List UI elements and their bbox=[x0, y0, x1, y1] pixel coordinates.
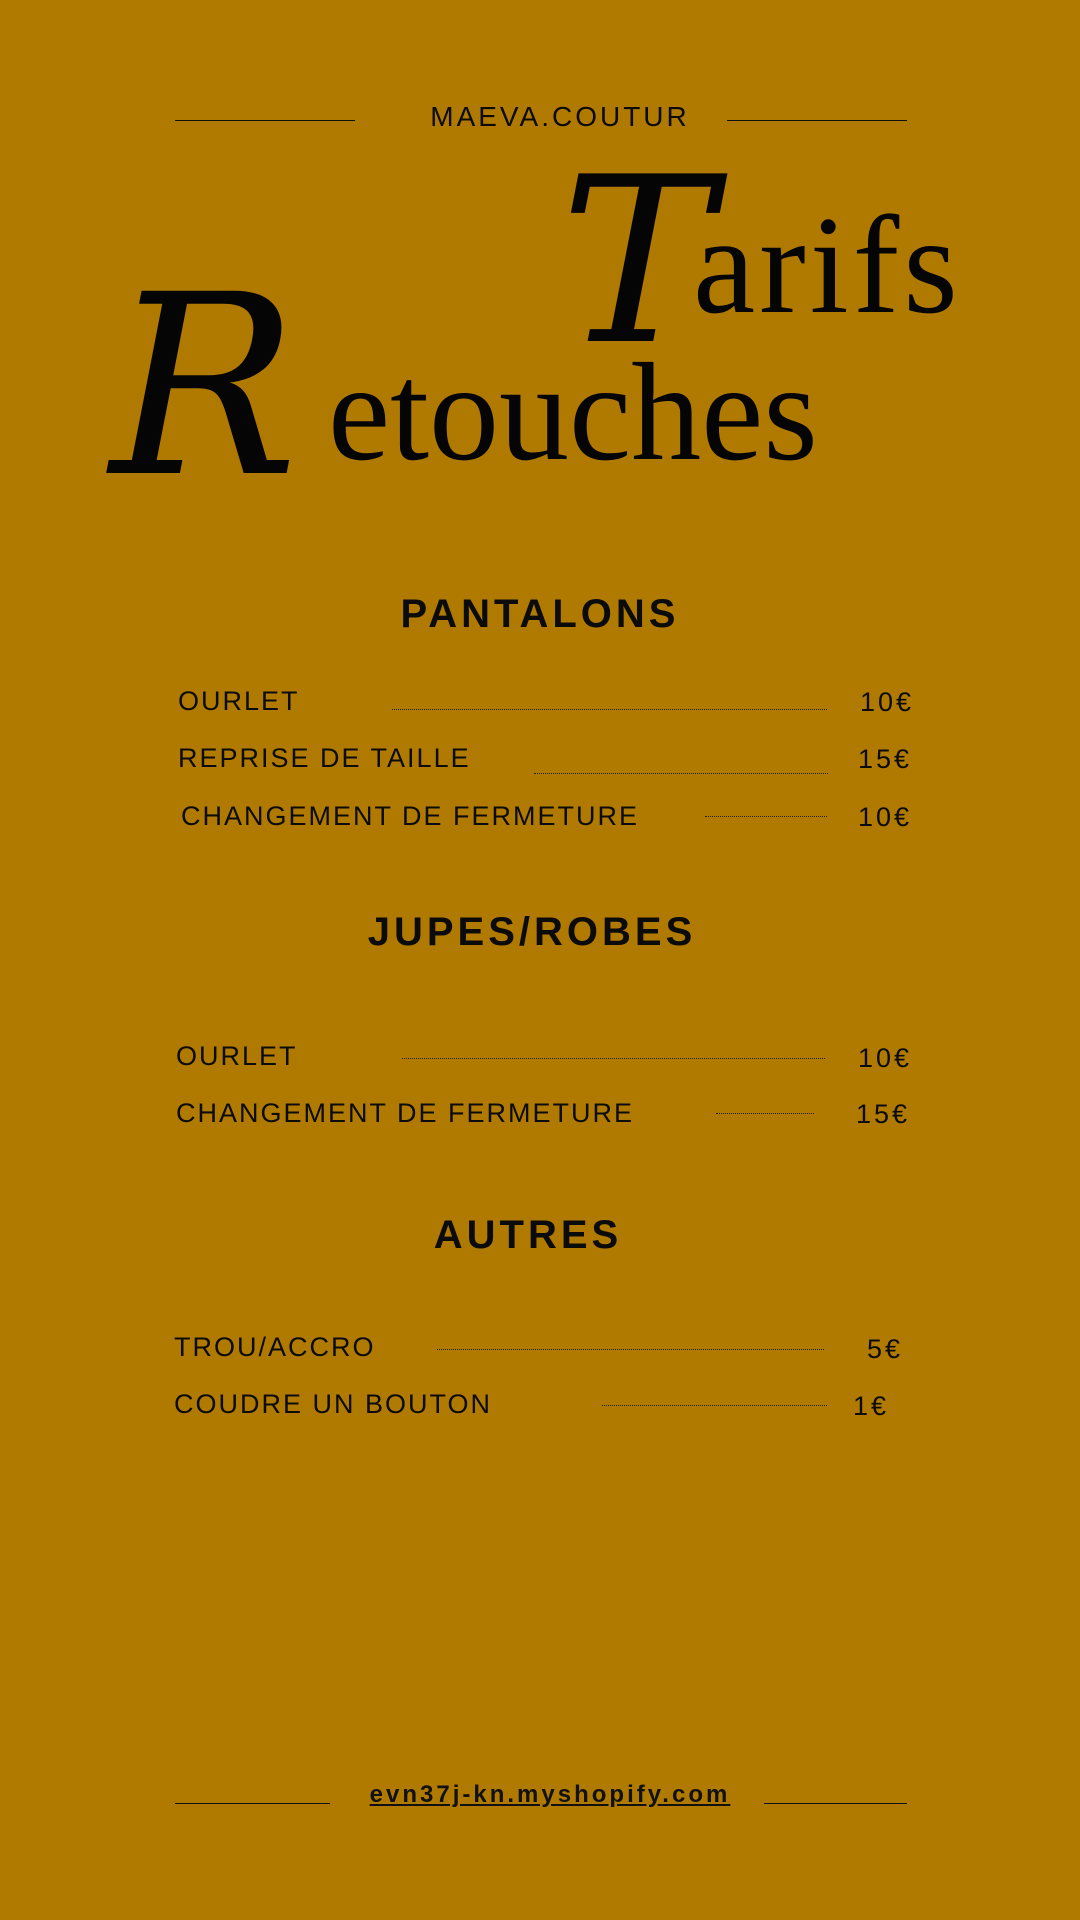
item-price: 15€ bbox=[858, 744, 913, 774]
footer-right-rule bbox=[764, 1803, 907, 1804]
item-label: COUDRE UN BOUTON bbox=[174, 1389, 493, 1419]
item-price: 10€ bbox=[858, 1043, 913, 1073]
item-price: 10€ bbox=[860, 687, 915, 717]
dotted-leader bbox=[392, 709, 827, 710]
dotted-leader bbox=[437, 1349, 824, 1350]
shop-link[interactable]: evn37j-kn.myshopify.com bbox=[369, 1781, 731, 1808]
item-label: CHANGEMENT DE FERMETURE bbox=[181, 801, 640, 831]
item-price: 5€ bbox=[867, 1334, 904, 1364]
brand-name: MAEVA.COUTUR bbox=[430, 101, 690, 132]
item-label: REPRISE DE TAILLE bbox=[178, 743, 471, 773]
title-retouches-rest: etouches bbox=[328, 335, 818, 490]
dotted-leader bbox=[602, 1405, 827, 1406]
section-title-autres: AUTRES bbox=[433, 1213, 623, 1257]
dotted-leader bbox=[402, 1058, 825, 1059]
footer-left-rule bbox=[175, 1803, 330, 1804]
section-title-jupes-robes: JUPES/ROBES bbox=[367, 910, 697, 954]
item-label: TROU/ACCRO bbox=[174, 1332, 376, 1362]
item-price: 15€ bbox=[856, 1099, 911, 1129]
item-label: OURLET bbox=[178, 686, 300, 716]
item-price: 10€ bbox=[858, 802, 913, 832]
section-title-pantalons: PANTALONS bbox=[400, 592, 680, 636]
dotted-leader bbox=[716, 1113, 814, 1114]
header-left-rule bbox=[175, 120, 355, 121]
item-label: OURLET bbox=[176, 1041, 298, 1071]
title-tarifs-initial: T bbox=[560, 129, 714, 396]
item-label: CHANGEMENT DE FERMETURE bbox=[176, 1098, 635, 1128]
dotted-leader bbox=[705, 816, 827, 817]
header-right-rule bbox=[727, 120, 907, 121]
item-price: 1€ bbox=[853, 1391, 890, 1421]
dotted-leader bbox=[534, 773, 828, 774]
title-tarifs-rest: arifs bbox=[693, 188, 962, 343]
title-retouches-initial: R bbox=[110, 241, 299, 532]
